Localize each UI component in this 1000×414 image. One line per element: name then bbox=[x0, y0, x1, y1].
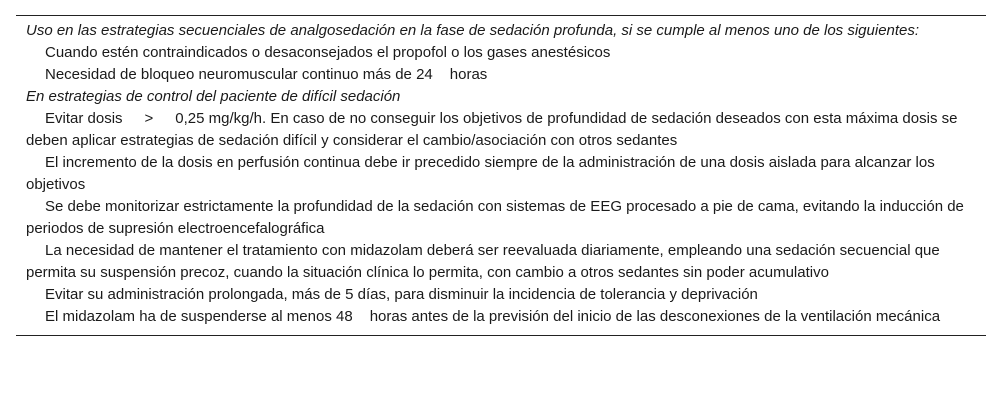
list-item-unit: horas bbox=[449, 66, 488, 83]
list-item: La necesidad de mantener el tratamiento con midazolam deberá ser reevaluada diariamente, empleando una sedación secuencial que permita su suspensión precoz, cuando la situación clínica lo permita, con cambio a otros sedantes sin poder acumulativo bbox=[26, 242, 940, 281]
dose-item-operator: > bbox=[144, 110, 154, 127]
section-1-heading: Uso en las estrategias secuenciales de analgosedación en la fase de sedación profunda, si se cumple al menos uno de los siguientes: bbox=[26, 22, 920, 39]
list-item: El incremento de la dosis en perfusión continua debe ir precedido siempre de la administración de una dosis aislada para alcanzar los objetivos bbox=[26, 154, 935, 193]
list-item-text: Necesidad de bloqueo neuromuscular continuo más de 24 bbox=[45, 66, 433, 83]
dose-item-text: 0,25 mg/kg/h. En caso de no conseguir los objetivos de profundidad de sedación deseados con esta máxima dosis se deben aplicar estrategias de sedación difícil y considerar el cambio/asociación con otros sedantes bbox=[26, 110, 958, 149]
list-item bbox=[16, 306, 986, 328]
list-item: Cuando estén contraindicados o desaconsejados el propofol o los gases anestésicos bbox=[45, 44, 611, 61]
list-item: Evitar su administración prolongada, más de 5 días, para disminuir la incidencia de tolerancia y deprivación bbox=[45, 286, 758, 303]
last-item-text: horas antes de la previsión del inicio de las desconexiones de la ventilación mecánica bbox=[369, 308, 941, 325]
list-item bbox=[16, 108, 986, 152]
list-item: Se debe monitorizar estrictamente la profundidad de la sedación con sistemas de EEG procesado a pie de cama, evitando la inducción de periodos de supresión electroencefalográfica bbox=[26, 198, 964, 237]
section-2-heading: En estrategias de control del paciente de difícil sedación bbox=[26, 88, 401, 105]
recommendations-table bbox=[16, 15, 986, 336]
dose-item-prefix: Evitar dosis bbox=[45, 110, 123, 127]
last-item-prefix: El midazolam ha de suspenderse al menos 48 bbox=[45, 308, 353, 325]
list-item bbox=[16, 64, 986, 86]
